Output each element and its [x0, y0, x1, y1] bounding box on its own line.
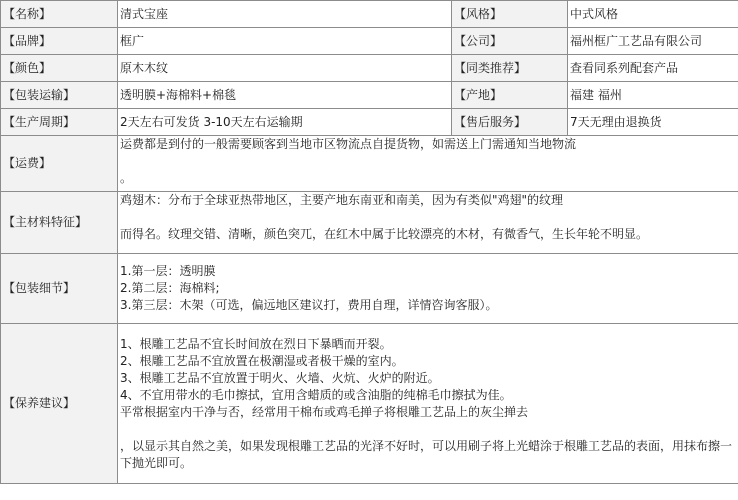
style-value: 中式风格: [568, 1, 738, 28]
spec-row-material: [1, 192, 738, 254]
brand-value: 框广: [118, 28, 452, 55]
production-cycle-label: 【生产周期】: [1, 109, 118, 136]
production-cycle-value: 2天左右可发货 3-10天左右运输期: [118, 109, 452, 136]
spec-row-packaging-transport: [1, 82, 738, 109]
care-tip: 2、根雕工艺品不宜放置在极潮湿或者极干燥的室内。: [120, 353, 404, 368]
care-tip-tail: ，以显示其自然之美，如果发现根雕工艺品的光泽不好时，可以用刷子将上光蜡涂于根雕工艺品的表面，用抹布擦一下抛光即可。: [120, 438, 733, 470]
spec-row-color: [1, 55, 738, 82]
packaging-step: 3.第三层：木架（可选，偏远地区建议打，费用自理，详情咨询客服）。: [120, 298, 498, 312]
origin-value: 福建 福州: [568, 82, 738, 109]
spec-row-packaging-detail: [1, 254, 738, 324]
material-text-line: 鸡翅木：分布于全球亚热带地区，主要产地东南亚和南美，因为有类似"鸡翅"的纹理: [120, 193, 564, 207]
spec-row-care: [1, 324, 738, 484]
brand-label: 【品牌】: [1, 28, 118, 55]
recommend-value: 查看同系列配套产品: [568, 55, 738, 82]
care-tip: 4、不宜用带水的毛巾擦拭，宜用含蜡质的或含油脂的纯棉毛巾擦拭为佳。: [120, 387, 512, 402]
care-tip: 3、根雕工艺品不宜放置于明火、火墙、火炕、火炉的附近。: [120, 370, 440, 385]
name-value: 清式宝座: [118, 1, 452, 28]
spec-row-name: [1, 1, 738, 28]
spec-row-shipping: [1, 136, 738, 192]
packaging-transport-value: 透明膜+海棉料+棉毯: [118, 82, 452, 109]
packaging-step: 1.第一层：透明膜: [120, 264, 216, 278]
shipping-value: [118, 136, 738, 192]
packaging-detail-label: 【包装细节】: [1, 254, 118, 324]
packaging-transport-label: 【包装运输】: [1, 82, 118, 109]
name-label: 【名称】: [1, 1, 118, 28]
after-sales-label: 【售后服务】: [452, 109, 568, 136]
shipping-label: 【运费】: [1, 136, 118, 192]
packaging-detail-value: [118, 254, 738, 324]
packaging-step: 2.第二层：海棉料;: [120, 281, 220, 295]
material-text-line: 而得名。纹理交错、清晰，颜色突兀，在红木中属于比较漂亮的木材，有微香气，生长年轮不明显。: [120, 227, 649, 241]
style-label: 【风格】: [452, 1, 568, 28]
origin-label: 【产地】: [452, 82, 568, 109]
care-tip: 平常根据室内干净与否，经常用干棉布或鸡毛掸子将根雕工艺品上的灰尘掸去: [120, 404, 529, 419]
after-sales-value: 7天无理由退换货: [568, 109, 738, 136]
recommend-label: 【同类推荐】: [452, 55, 568, 82]
company-label: 【公司】: [452, 28, 568, 55]
care-value: [118, 324, 738, 484]
company-value: 福州框广工艺品有限公司: [568, 28, 738, 55]
material-label: 【主材料特征】: [1, 192, 118, 254]
care-tip: 1、根雕工艺品不宜长时间放在烈日下暴晒而开裂。: [120, 336, 392, 351]
color-value: 原木木纹: [118, 55, 452, 82]
shipping-text-line: 运费都是到付的一般需要顾客到当地市区物流点自提货物，如需送上门需通知当地物流: [120, 137, 577, 151]
color-label: 【颜色】: [1, 55, 118, 82]
spec-row-production: [1, 109, 738, 136]
spec-row-brand: [1, 28, 738, 55]
material-value: [118, 192, 738, 254]
shipping-text-line: 。: [120, 171, 133, 185]
care-label: 【保养建议】: [1, 324, 118, 484]
